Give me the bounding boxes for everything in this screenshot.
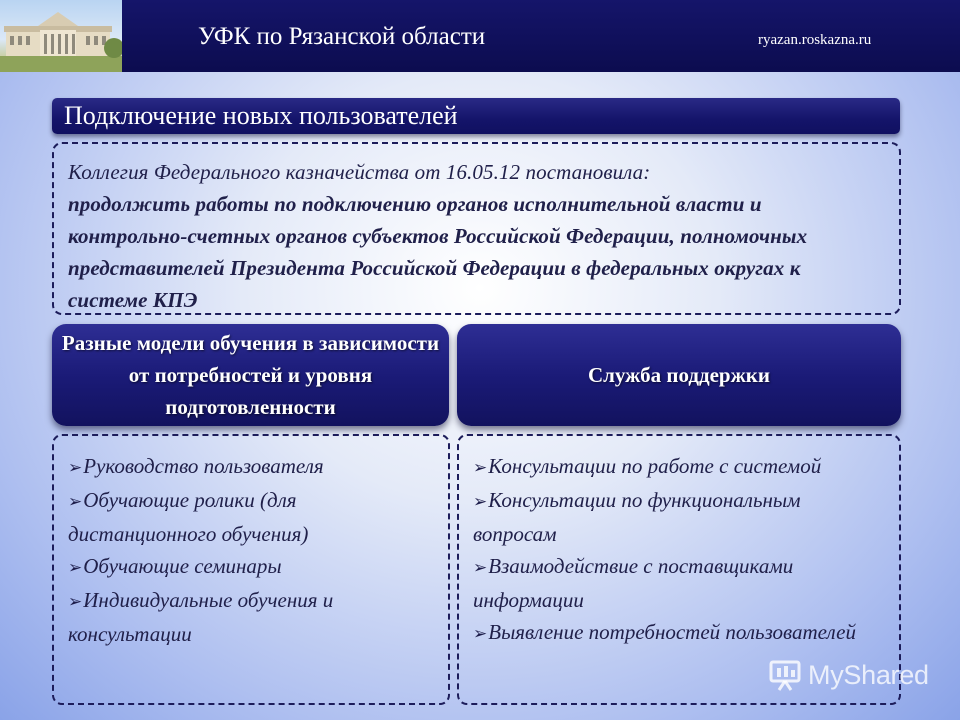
support-list (473, 450, 889, 650)
heading-training-models (52, 324, 449, 426)
building-photo-icon (0, 0, 122, 72)
presentation-board-icon (768, 658, 802, 692)
list-item: ➢Обучающие ролики (для дистанционного обучения) (68, 488, 309, 546)
list-item: ➢Консультации по работе с системой (473, 454, 822, 478)
list-item: ➢Руководство пользователя (68, 454, 324, 478)
list-item: ➢Консультации по функциональным вопросам (473, 488, 801, 546)
checkmark-arrow-icon: ➢ (68, 558, 83, 577)
checkmark-arrow-icon: ➢ (68, 492, 83, 511)
training-list (68, 450, 438, 650)
watermark-text: MyShared (808, 659, 929, 690)
checkmark-arrow-icon: ➢ (68, 592, 83, 611)
section-title: Подключение новых пользователей (64, 101, 458, 130)
section-title-bar (52, 98, 900, 134)
intro-text (68, 156, 878, 316)
intro-body: продолжить работы по подключению органов исполнительной власти и контрольно-счетных органов субъектов Российской Федерации, полномочных представителей Президента Российской Федерации в федеральных округах к системе КПЭ (68, 192, 808, 312)
list-item: ➢Взаимодействие с поставщиками информации (473, 554, 794, 612)
header-site-url: ryazan.roskazna.ru (758, 32, 872, 48)
header-title: УФК по Рязанской области (198, 23, 486, 50)
checkmark-arrow-icon: ➢ (473, 624, 488, 643)
checkmark-arrow-icon: ➢ (68, 458, 83, 477)
training-list-box (52, 434, 450, 705)
heading-training-models-text: Разные модели обучения в зависимости от потребностей и уровня подготовленности (61, 331, 440, 419)
list-item: ➢Обучающие семинары (68, 554, 282, 578)
intro-box (52, 142, 901, 315)
watermark (768, 656, 940, 694)
checkmark-arrow-icon: ➢ (473, 492, 488, 511)
checkmark-arrow-icon: ➢ (473, 558, 488, 577)
checkmark-arrow-icon: ➢ (473, 458, 488, 477)
list-item: ➢Индивидуальные обучения и консультации (68, 588, 334, 646)
header-bar (0, 0, 960, 72)
intro-lead: Коллегия Федерального казначейства от 16.05.12 постановила: (68, 160, 651, 184)
heading-support-service (457, 324, 901, 426)
list-item: ➢Выявление потребностей пользователей (473, 620, 856, 644)
heading-support-service-text: Служба поддержки (587, 363, 771, 387)
